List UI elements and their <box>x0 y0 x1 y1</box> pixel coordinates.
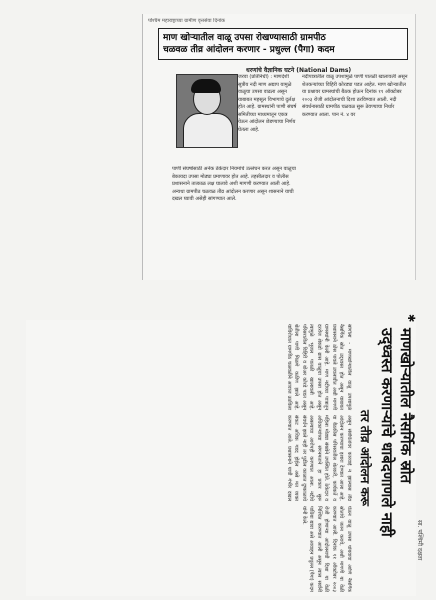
text-column-bottom: पाणी संघर्षासाठी अनेक ठेकेदार नियमांचे उल्लंघन करत असून वाळूचा बेकायदा उपसा मोठ्या प्रमाणावर होत आहे. तहसीलदार व पोलीस प्रशासनाने तात्काळ लक्ष घालावे अशी मागणी करण्यात आली आहे. अन्यथा ग्रामपीठ चळवळ तीव्र आंदोलन करणार असून शासनाने याची दखल घ्यावी असेही सांगण्यात आले. <box>172 166 296 202</box>
star-icon: ✱ <box>405 314 416 323</box>
rotated-article <box>26 314 423 596</box>
bottom-clipping <box>26 314 423 596</box>
source-line: धरणांचे वैज्ञानिक घटने (National Dams) <box>246 67 352 74</box>
clipping-caption: पश्चिम महाराष्ट्राच्या ग्रामीण वृत्तसेवा दिनांक <box>148 18 226 24</box>
portrait-photo <box>176 74 238 148</box>
bottom-headline-line2: उद्ध्वस्त करणाऱ्यांचे धाबेदणाणले नाही <box>378 328 396 537</box>
bottom-headline-line1: माणखोऱ्यातील नैसर्गिक स्रोत <box>397 328 415 484</box>
paper-name: सा. पश्चिमी दक्षता <box>416 520 423 561</box>
text-column-left: जरवा (प्रतिनिधी) : माणदेशी सूत्रीय नदी माण अद्याप यामुळे वाळूचा उपसा वाढला असून याबाबत महसूल विभागाचे दुर्लक्ष होत आहे. ग्रामस्थांनी पाणी संघर्ष समितीच्या माध्यमातून एकत्र येऊन आंदोलन छेडण्याचा निर्णय घेतला आहे. <box>238 74 297 133</box>
bottom-subheadline: तर तीव्र आंदोलन करू <box>358 410 372 506</box>
text-column-right: नदीपात्रातील वाळू उपशामुळे पाणी पातळी खालावली असून शेतकऱ्यांच्या विहिरी कोरड्या पडत आहेत. माण खोऱ्यातील या प्रश्नावर ग्रामस्थांची बैठक होऊन दिनांक ११ ऑक्टोबर २००३ रोजी आंदोलनाची दिशा ठरविण्यात आली. नदी संवर्धनासाठी ग्रामपीठ चळवळ सुरू ठेवण्याचा निर्धार करण्यात आला. पान नं. ४ वर <box>302 74 408 118</box>
top-headline-line1: माण खोऱ्यातील वाळू उपसा रोखण्यासाठी ग्रामपीठ <box>163 33 326 43</box>
top-headline-box <box>158 28 408 60</box>
top-headline-line2: चळवळ तीव्र आंदोलन करणार - प्रधुल्ल (पैगा) कदम <box>163 45 335 55</box>
bottom-body-text: सांगोला - माणखोऱ्यातील वाळू उपशामुळे नैसर्गिक स्रोत उद्ध्वस्त होत असून याबाबत प्रशासनाने ठोस पावले उचलावीत अशी मागणी ग्रामस्थांनी केली आहे. माण नदीच्या पात्रातून दररोज शेकडो ब्रास वाळूचा उपसा होत असून त्यामुळे भूजल पातळी खालावली आहे. परिसरातील विहिरी व बोअर कोरडे पडत असून शेतीला पाणी मिळणे कठीण झाले आहे. याविरोधात ग्रामपीठ चळवळीने आवाज उठविला असून संबंधितांवर कारवाई न झाल्यास तीव्र आंदोलन करण्याचा इशारा देण्यात आला आहे. या बैठकीस परिसरातील शेतकरी, कार्यकर्ते व महिला मोठ्या संख्येने उपस्थित होते. ठेकेदार व अधिकाऱ्यांच्या संगनमताने हा प्रकार सुरू असल्याचा आरोपही करण्यात आला. नदीचे संवर्धन झाले नाही तर पुढील काळात दुष्काळाचे संकट अधिक गडद होईल असे मत व्यक्त करण्यात आले. प्रशासनाने याची गंभीर दखल घेऊन वाळू उपसा थांबवावा आणि नैसर्गिक स्रोतांचे जतन करावे, अशी मागणी या वेळी करण्यात आली. दिनांक ११ ऑक्टोबर २००३ रोजी होणाऱ्या आंदोलनाची दिशा या वेळी निश्चित करण्यात आली असून त्यास सर्वांनी पाठिंबा द्यावा असे आवाहन प्रधुल्ल (पैगा) कदम यांनी केले. <box>286 324 352 592</box>
